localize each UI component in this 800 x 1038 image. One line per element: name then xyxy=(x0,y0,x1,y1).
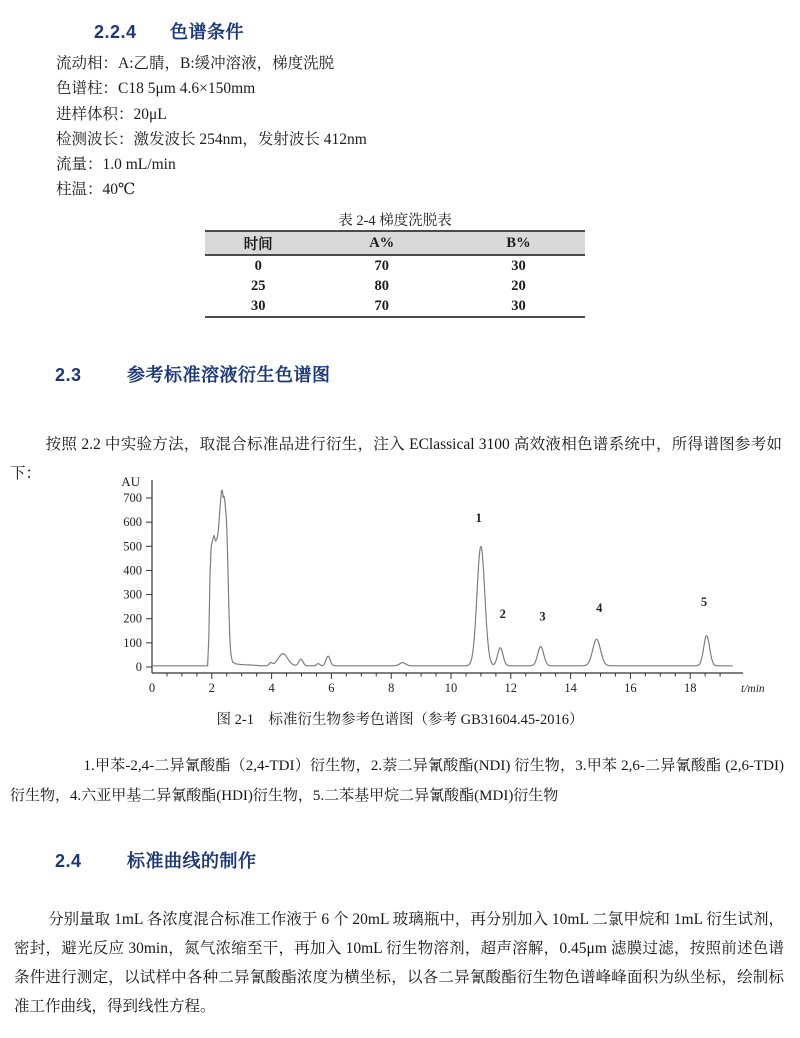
svg-text:t/min: t/min xyxy=(741,683,765,695)
svg-text:5: 5 xyxy=(700,595,708,610)
condition-mobile-phase: 流动相：A:乙腈，B:缓冲溶液，梯度洗脱 xyxy=(56,55,335,72)
svg-text:700: 700 xyxy=(123,491,142,506)
section-heading-2-2-4 xyxy=(94,18,244,44)
svg-text:10: 10 xyxy=(444,681,458,695)
condition-column: 色谱柱：C18 5μm 4.6×150mm xyxy=(56,80,256,98)
svg-text:2: 2 xyxy=(499,606,506,621)
section-title: 参考标准溶液衍生色谱图 xyxy=(127,365,331,385)
col-header-b: B% xyxy=(506,234,531,251)
cell-b: 20 xyxy=(511,277,526,294)
figure-note: 1.甲苯-2,4-二异氰酸酯（2,4-TDI）衍生物，2.萘二异氰酸酯(NDI) 衍生物，3.甲苯 2,6-二异氰酸酯 (2,6-TDI) 衍生物，4.六亚甲基二异氰酸酯(HDI)衍生物，5.二苯基甲烷二异氰酸酯(MDI)衍生物 xyxy=(10,758,784,804)
svg-text:300: 300 xyxy=(123,587,142,602)
table-row xyxy=(205,276,585,296)
cell-b: 30 xyxy=(511,257,526,274)
svg-text:16: 16 xyxy=(624,681,637,695)
svg-text:400: 400 xyxy=(123,563,142,578)
col-header-time: 时间 xyxy=(243,236,273,253)
figure-caption: 图 2-1 标准衍生物参考色谱图（参考 GB31604.45-2016） xyxy=(216,712,584,728)
cell-time: 25 xyxy=(250,277,266,294)
svg-text:6: 6 xyxy=(328,681,335,695)
svg-text:2: 2 xyxy=(208,681,215,695)
section-number: 2.2.4 xyxy=(94,22,137,42)
chromatogram-chart xyxy=(0,468,800,703)
condition-wavelength: 检测波长：激发波长 254nm，发射波长 412nm xyxy=(56,130,367,148)
cell-a: 80 xyxy=(374,277,389,294)
svg-text:200: 200 xyxy=(123,611,142,626)
condition-column-temp: 柱温：40℃ xyxy=(56,181,136,199)
cell-a: 70 xyxy=(374,257,389,274)
col-header-a: A% xyxy=(369,234,395,251)
svg-text:18: 18 xyxy=(683,681,697,695)
table-caption: 表 2-4 梯度洗脱表 xyxy=(338,213,452,229)
section-heading-2-3 xyxy=(55,361,331,387)
svg-text:600: 600 xyxy=(123,515,142,530)
section-number: 2.3 xyxy=(55,365,82,385)
svg-text:1: 1 xyxy=(475,511,482,526)
table-row xyxy=(205,296,585,317)
section-2-4-paragraph: 分别量取 1mL 各浓度混合标准工作液于 6 个 20mL 玻璃瓶中，再分别加入 10mL 二氯甲烷和 1mL 衍生试剂，密封，避光反应 30min，氮气浓缩至干，再加入 10mL 衍生物溶剂，超声溶解，0.45μm 滤膜过滤，按照前述色谱条件进行测定，以试样中各种二异氰酸酯浓度为横坐标，以各二异氰酸酯衍生物色谱峰峰面积为纵坐标，绘制标准工作曲线，得到线性方程。 xyxy=(14,910,784,1016)
section-number: 2.4 xyxy=(55,851,82,871)
svg-text:12: 12 xyxy=(504,681,518,695)
svg-text:500: 500 xyxy=(123,539,142,554)
cell-a: 70 xyxy=(374,297,389,314)
svg-text:0: 0 xyxy=(148,681,156,695)
condition-flow-rate: 流量：1.0 mL/min xyxy=(56,156,176,174)
section-title: 标准曲线的制作 xyxy=(127,851,257,871)
cell-time: 0 xyxy=(254,257,262,274)
chromatography-conditions-list xyxy=(56,51,367,203)
svg-text:AU: AU xyxy=(121,474,140,489)
section-title: 色谱条件 xyxy=(170,22,244,42)
svg-text:0: 0 xyxy=(135,660,142,674)
section-2-3-paragraph: 按照 2.2 中实验方法，取混合标准品进行衍生，注入 EClassical 3100 高效液相色谱系统中，所得谱图参考如下： xyxy=(10,435,782,482)
svg-text:4: 4 xyxy=(268,681,275,695)
cell-b: 30 xyxy=(511,297,526,314)
svg-text:8: 8 xyxy=(388,681,395,695)
svg-text:14: 14 xyxy=(564,681,577,695)
condition-injection-volume: 进样体积：20μL xyxy=(56,105,167,123)
section-heading-2-4 xyxy=(55,847,257,873)
table-row xyxy=(205,255,585,276)
gradient-elution-table xyxy=(205,230,585,318)
svg-text:100: 100 xyxy=(123,635,142,650)
cell-time: 30 xyxy=(250,297,266,314)
svg-text:3: 3 xyxy=(539,609,546,624)
svg-text:4: 4 xyxy=(596,600,603,615)
table-header-row xyxy=(205,231,585,255)
